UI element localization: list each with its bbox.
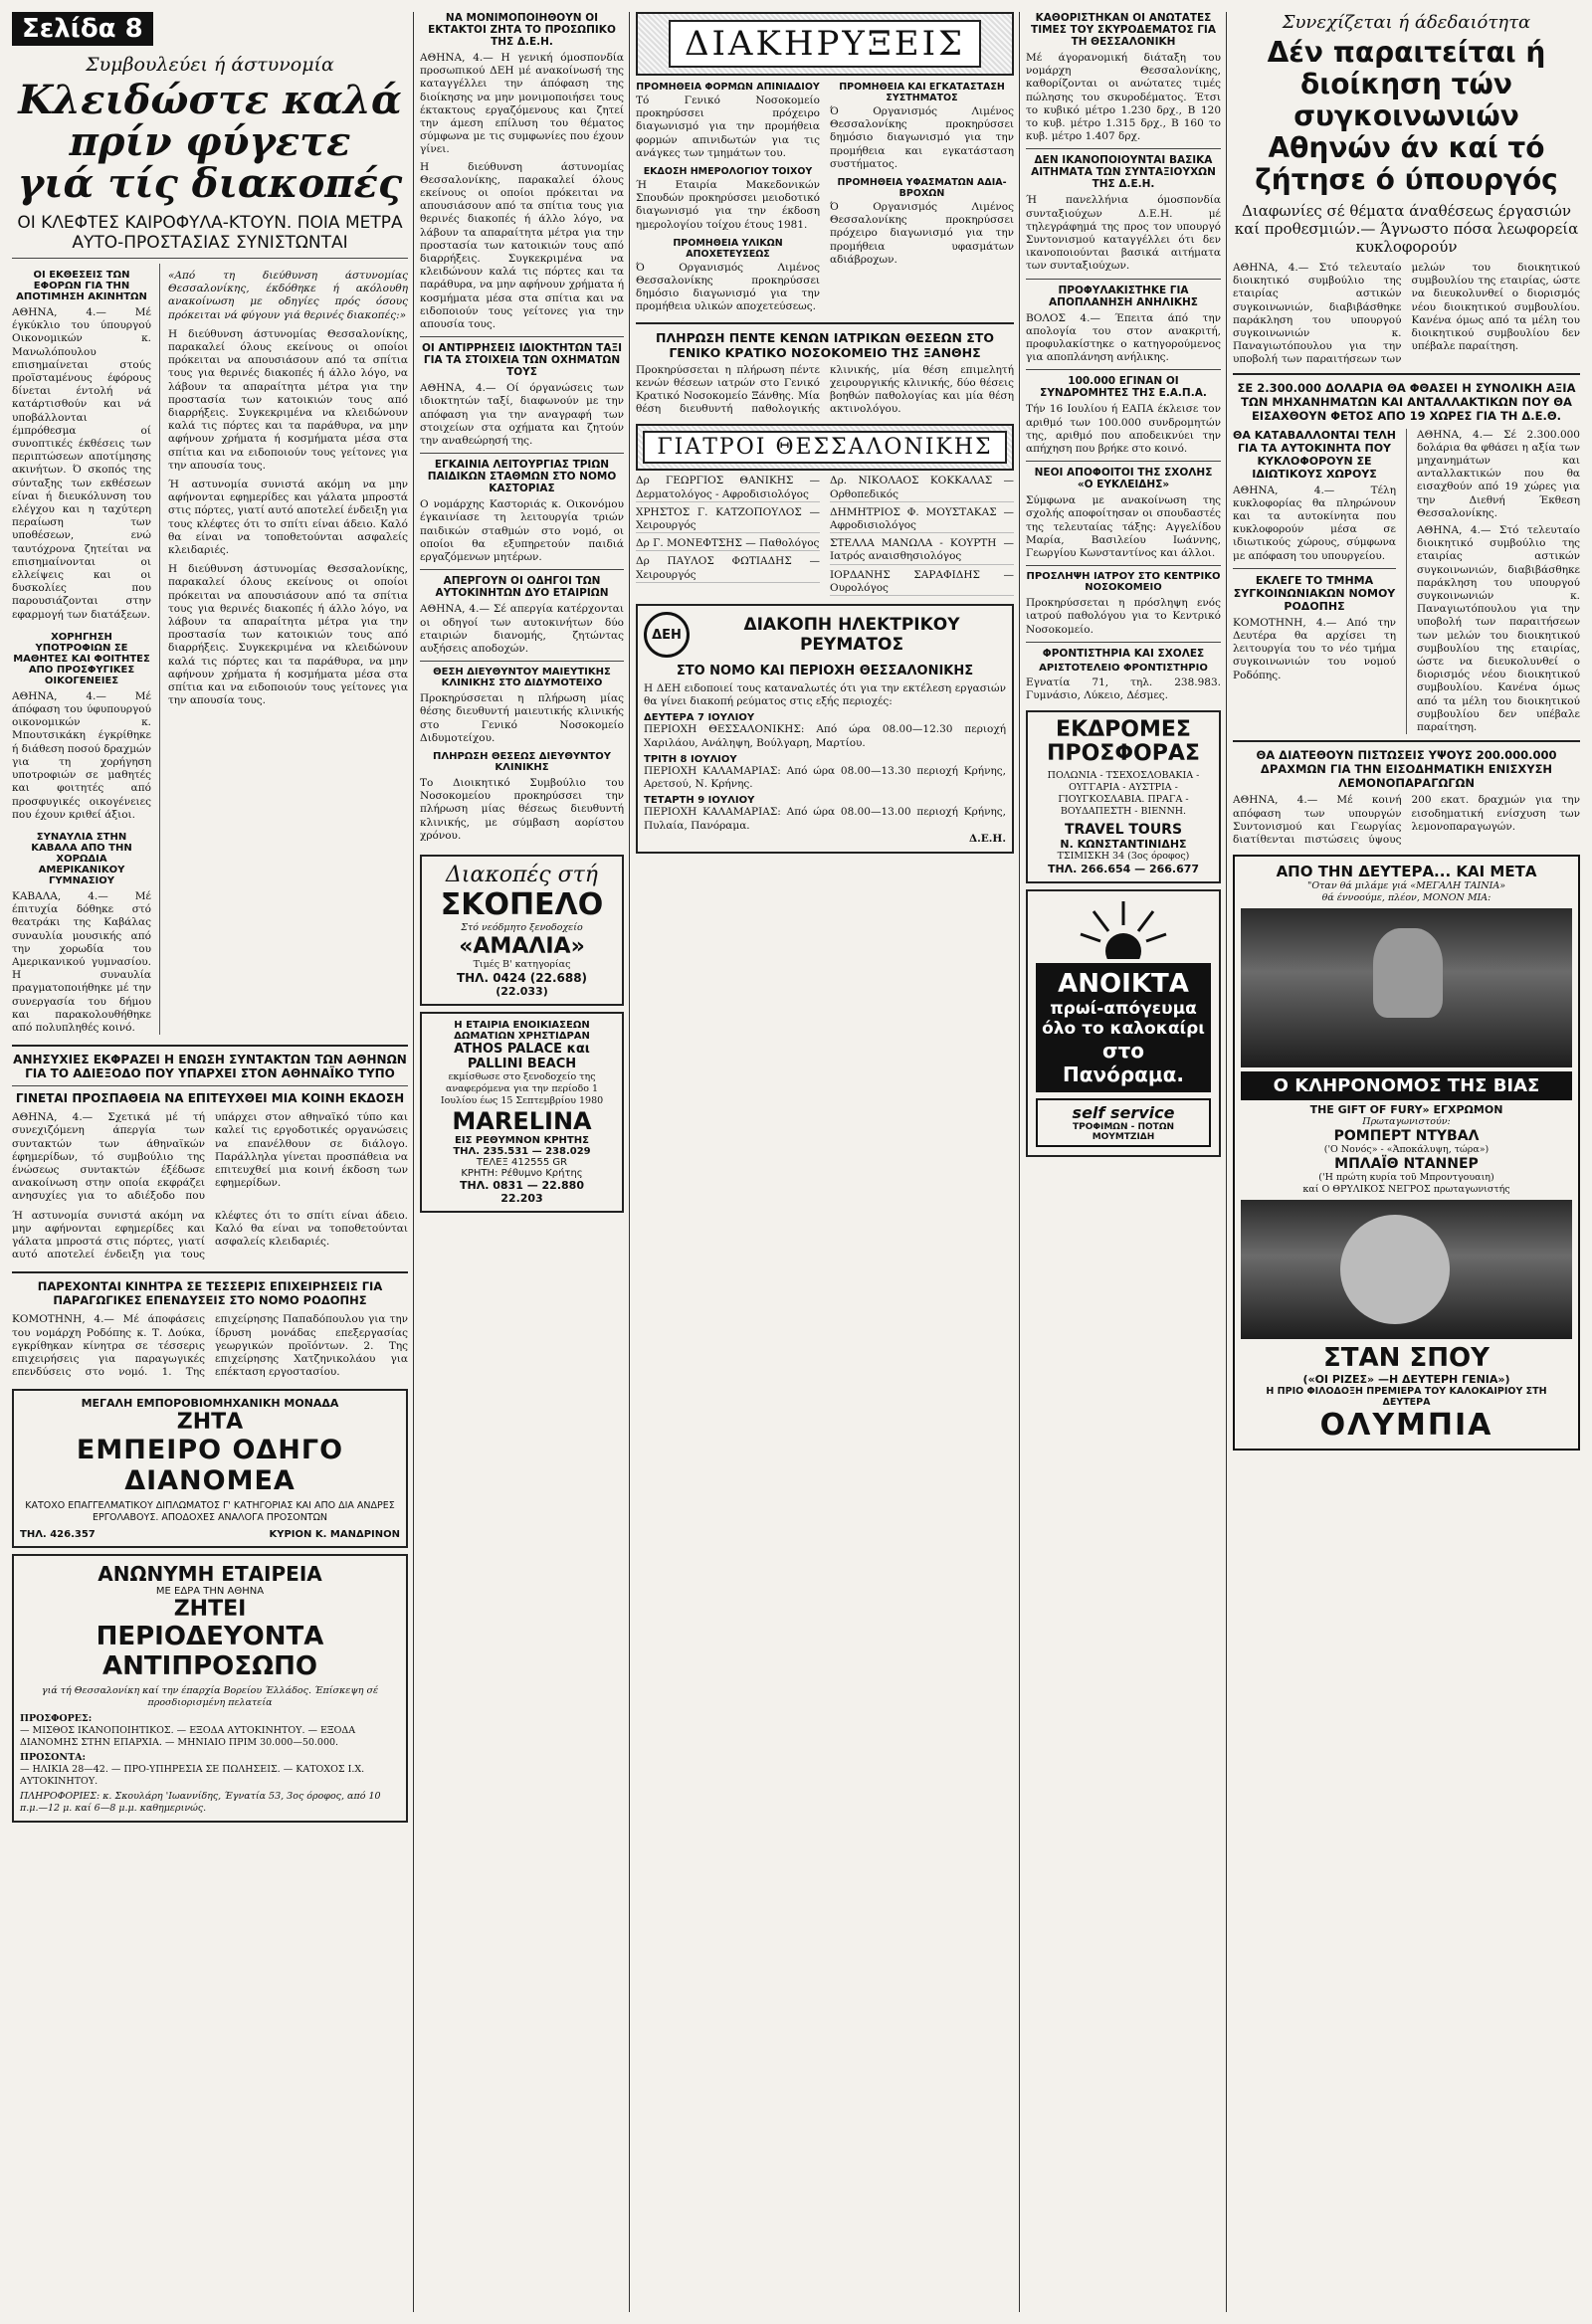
- police-body-c: Η διεύθυνση άστυνομίας Θεσσαλονίκης, παρακαλεί όλους εκείνους οι οποίοι πρόκειται να απουσιάσουν από τα σπίτια τους για θερινές διακοπές ή άλλο λόγο, να λάβουν τα απαραίτητα μέτρα για την προστασία των κατοικιών τους από διαρρήξεις. Συγκεκριμένα να κλειδώνουν καλά τις πόρτες και τα παράθυρα, να μην αφήνουν χρήματα ή κοσμήματα μέσα στα σπίτια και να ειδοποιούν τους γείτονες για την απουσία τους.: [168, 563, 408, 707]
- e-tel: ΤΗΛ. 235.531 — 238.029: [453, 1145, 591, 1157]
- film-en: THE GIFT OF FURY» ΕΓΧΡΩΜΟΝ: [1309, 1103, 1503, 1117]
- e-tel4: 22.203: [500, 1191, 543, 1205]
- d-price: Τιμές Β' κατηγορίας: [473, 958, 571, 970]
- col3-body4: ΑΘΗΝΑ, 4.— Σέ απεργία κατέρχονται οι οδηγοί των αυτοκινήτων δύο εταιριών διανομής, ζητώντας αυξήσεις αποδοχών.: [420, 603, 624, 655]
- announcement-body: Ό Οργανισμός Λιμένος Θεσσαλονίκης προκηρύσσει δημόσιο διαγωνισμό για την προμήθεια υλικών αποχετεύσεως.: [636, 261, 820, 313]
- announcement-item: [636, 238, 820, 314]
- trips-agent: Ν. ΚΩΝΣΤΑΝΤΙΝΙΔΗΣ: [1060, 838, 1187, 852]
- d-tel2: (22.033): [496, 984, 548, 998]
- col6-body5: ΑΘΗΝΑ, 4.— Μέ κοινή απόφαση των υπουργών Συντονισμού και Γεωργίας διατίθενται πιστώσεις ύψους 200 εκατ. δραχμών για την εισοδηματική ενίσχυση των λεμονοπαραγωγών.: [1233, 794, 1580, 846]
- col4-doctor2-body: Το Διοικητικό Συμβούλιο του Νοσοκομείου προκηρύσσει την πλήρωση μίας θέσεως διευθυντή κλινικής, με σύμβαση αορίστου χρόνου.: [420, 776, 624, 842]
- ad1-contact: ΚΥΡΙΟΝ Κ. ΜΑΝΔΡΙΝΟΝ: [269, 1529, 400, 1541]
- dei-day: ΔΕΥΤΕΡΑ 7 ΙΟΥΛΙΟΥ: [644, 712, 755, 724]
- cinema-name: ΣΤΑΝ ΣΠΟΥ: [1323, 1343, 1490, 1374]
- dei-day-text: ΠΕΡΙΟΧΗ ΘΕΣΣΑΛΟΝΙΚΗΣ: Από ώρα 08.00—12.30 περιοχή Χαριλάου, Ανάληψη, Βούλγαρη, Μαρτίου.: [644, 723, 1006, 749]
- e-place: ATHOS PALACE και PALLINI BEACH: [454, 1041, 590, 1071]
- masthead: ΔΙΑΚΗΡΥΞΕΙΣ: [669, 20, 981, 68]
- subhead: ΟΙ ΚΛΕΦΤΕΣ ΚΑΙΡΟΦΥΛΑ-ΚΤΟΥΝ. ΠΟΙΑ ΜΕΤΡΑ ΑΥΤΟ-ΠΡΟΣΤΑΣΙΑΣ ΣΥΝΙΣΤΩΝΤΑΙ: [17, 213, 403, 253]
- col5-body5: Σύμφωνα με ανακοίνωση της σχολής αποφοίτησαν οι σπουδαστές της τελευταίας τάξης: Αγγελίδου Μαρία, Βασιλείου Ιωάννης, Γεωργίου Κωνσταντίνος και άλλοι.: [1026, 494, 1221, 560]
- venue: ΟΛΥΜΠΙΑ: [1319, 1408, 1493, 1444]
- col4-doctor1-head: ΘΕΣΗ ΔΙΕΥΘΥΝΤΟΥ ΜΑΙΕΥΤΙΚΗΣ ΚΛΙΝΙΚΗΣ ΣΤΟ ΔΙΔΥΜΟΤΕΙΧΟ: [433, 667, 611, 689]
- e-name: MARELINA: [452, 1106, 592, 1135]
- selfservice: self service: [1072, 1103, 1175, 1123]
- trips-tel: ΤΗΛ. 266.654 — 266.677: [1047, 863, 1200, 876]
- col3-body3: Ο νομάρχης Καστοριάς κ. Οικονόμου έγκαινίασε τη λειτουργία τριών παιδικών σταθμών στο νομό, οι οποίοι θα εξυπηρετούν παιδιά εργαζόμενων μητέρων.: [420, 498, 624, 564]
- col6-body2: ΑΘΗΝΑ, 4.— Σέ 2.300.000 δολάρια θα φθάσει η αξία των μηχανημάτων και ανταλλακτικών που θα εισαχθούν από 19 χώρες για την Διεθνή Έκθεση Θεσσαλονίκης.: [1417, 428, 1580, 519]
- ad2-offers-head: ΠΡΟΣΦΟΡΕΣ:: [20, 1713, 93, 1725]
- col5-head1: ΚΑΘΟΡΙΣΤΗΚΑΝ ΟΙ ΑΝΩΤΑΤΕΣ ΤΙΜΕΣ ΤΟΥ ΣΚΥΡΟΔΕΜΑΤΟΣ ΓΙΑ ΤΗ ΘΕΣΣΑΛΟΝΙΚΗ: [1031, 12, 1216, 48]
- actor1-note: ('Ο Νονός» - «Άποκάλυψη, τώρα»): [1323, 1144, 1490, 1156]
- incentives-head: ΠΑΡΕΧΟΝΤΑΙ ΚΙΝΗΤΡΑ ΣΕ ΤΕΣΣΕΡΙΣ ΕΠΙΧΕΙΡΗΣΕΙΣ ΓΙΑ ΠΑΡΑΓΩΓΙΚΕΣ ΕΠΕΝΔΥΣΕΙΣ ΣΤΟ ΝΟΜΟ ΡΟΔΟΠΗΣ: [37, 1279, 383, 1308]
- col6-body3: ΑΘΗΝΑ, 4.— Τέλη κυκλοφορίας θα πληρώνουν και τα αυτοκίνητα που κυκλοφορούν μέσα σε ιδιωτικούς χώρους, σύμφωνα με απόφαση του υπουργείου.: [1233, 484, 1396, 562]
- headline-line-1: Κλειδώστε καλά: [18, 77, 402, 123]
- banner-wide-2: ΓΙΝΕΤΑΙ ΠΡΟΣΠΑΘΕΙΑ ΝΑ ΕΠΙΤΕΥΧΘΕΙ ΜΙΑ ΚΟΙΝΗ ΕΚΔΟΣΗ: [15, 1091, 405, 1106]
- premiere: Η ΠΡΙΟ ΦΙΛΟΔΟΞΗ ΠΡΕΜΙΕΡΑ ΤΟΥ ΚΑΛΟΚΑΙΡΙΟΥ ΣΤΗ ΔΕΥΤΕΡΑ: [1266, 1386, 1547, 1409]
- sec1-body: ΑΘΗΝΑ, 4.— Μέ έγκύκλιο του ύπουργού Οικονομικών κ. Μανωλόπουλου επισημαίνεται στούς προϊσταμένους έφόρους δίνεται έντολή νά κατάρτισθούν και νά υποβάλλονται έμπρόθεσμα οί συνοπτικές έκθέσεις των περιπτώσεων αποτίμησης ακινήτων. Ό σκοπός της σύνταξης των εκθέσεων είναι ή διευκόλυνση του ελέγχου και η ταχύτερη περαίωση των υποθέσεων, ενώ ταυτόχρονα ζητείται να επισημαίνονται οι ελλείψεις και οι δυσκολίες που παρουσιάζονται στην εφαρμογή των διατάξεων.: [12, 306, 151, 621]
- sec2-title: ΧΟΡΗΓΗΣΗ ΥΠΟΤΡΟΦΙΩΝ ΣΕ ΜΑΘΗΤΕΣ ΚΑΙ ΦΟΙΤΗΤΕΣ ΑΠΟ ΠΡΟΣΦΥΓΙΚΕΣ ΟΙΚΟΓΕΝΕΙΕΣ: [13, 631, 150, 686]
- dei-title: ΔΙΑΚΟΠΗ ΗΛΕΚΤΡΙΚΟΥ ΡΕΥΜΑΤΟΣ: [743, 615, 960, 656]
- col6-head2: ΣΕ 2.300.000 ΔΟΛΑΡΙΑ ΘΑ ΦΘΑΣΕΙ Η ΣΥΝΟΛΙΚΗ ΑΞΙΑ ΤΩΝ ΜΗΧΑΝΗΜΑΤΩΝ ΚΑΙ ΑΝΤΑΛΛΑΚΤΙΚΩΝ ΠΟΥ ΘΑ ΕΙΣΑΧΘΟΥΝ ΦΕΤΟΣ ΑΠΟ 19 ΧΩΡΕΣ ΓΙΑ ΤΗ Δ.Ε.Θ.: [1237, 380, 1576, 423]
- col6-kicker: Συνεχίζεται ή άδεδαιότητα: [1282, 12, 1531, 33]
- col5-body4: Τήν 16 Ιουλίου ή ΕΑΠΑ έκλεισε τον αριθμό των 100.000 συνδρομητών της, αριθμό που αποδεικνύει την απήχηση που βρήκε στο κοινό.: [1026, 403, 1221, 456]
- clinic-body: Προκηρύσσεται η πρόσληψη ενός ιατρού παθολόγου για το Κεντρικό Νοσοκομείο.: [1026, 597, 1221, 636]
- incentives-body: ΚΟΜΟΤΗΝΗ, 4.— Μέ άποφάσεις του νομάρχη Ροδόπης κ. Τ. Δούκα, εγκρίθηκαν κίνητρα σε τέσσερις επιχειρήσεις για παραγωγικές επενδύσεις στο νομό. 1. Της επιχείρησης Παπαδόπουλου για την ίδρυση μονάδας επεξεργασίας γεωργικών προϊόντων. 2. Της επιχείρησης Χατζηνικολάου για επέκταση εργοστασίου.: [12, 1313, 408, 1379]
- col3-head4: ΑΠΕΡΓΟΥΝ ΟΙ ΟΔΗΓΟΙ ΤΩΝ ΑΥΤΟΚΙΝΗΤΩΝ ΔΥΟ ΕΤΑΙΡΙΩΝ: [435, 575, 609, 600]
- page-label: Σελίδα 8: [12, 12, 408, 46]
- e-sub: ΕΙΣ ΡΕΘΥΜΝΟΝ ΚΡΗΤΗΣ: [455, 1134, 589, 1146]
- ad-marelina: [420, 1012, 624, 1213]
- d-title-1: Διακοπές στή: [446, 862, 598, 887]
- dei-day-text: ΠΕΡΙΟΧΗ ΚΑΛΑΜΑΡΙΑΣ: Από ώρα 08.00—13.00 περιοχή Κρήνης, Πυλαία, Πανόραμα.: [644, 806, 1006, 832]
- left-column: [12, 12, 408, 2312]
- announcement-title: ΠΡΟΜΗΘΕΙΑ ΥΦΑΣΜΑΤΩΝ ΑΔΙΑ-ΒΡΟΧΩΝ: [837, 177, 1007, 200]
- ad1-sub: ΚΑΤΟΧΟ ΕΠΑΓΓΕΛΜΑΤΙΚΟΥ ΔΙΠΛΩΜΑΤΟΣ Γ' ΚΑΤΗΓΟΡΙΑΣ ΚΑΙ ΑΠΟ ΔΙΑ ΑΝΔΡΕΣ ΕΡΓΟΛΑΒΟΥΣ. ΑΠΟΔΟΧΕΣ ΑΝΑΛΟΓΑ ΠΡΟΣΟΝΤΩΝ: [25, 1500, 395, 1524]
- e-tel2: ΤΕΛΕΞ 412555 GR: [476, 1156, 568, 1168]
- d-title-2: ΣΚΟΠΕΛΟ: [440, 886, 604, 922]
- announcement-title: ΠΡΟΜΗΘΕΙΑ ΥΛΙΚΩΝ ΑΠΟΧΕΤΕΥΣΕΩΣ: [673, 237, 783, 260]
- dei-body: Η ΔΕΗ ειδοποιεί τους καταναλωτές ότι για την εκτέλεση εργασιών θα γίνει διακοπή ρεύματος στις εξής περιοχές:: [644, 682, 1006, 708]
- col6-body2b: ΑΘΗΝΑ, 4.— Στό τελευταίο διοικητικό συμβούλιο της εταιρίας αστικών συγκοινωνιών, διαβιβάσθηκε παράκληση του υπουργού συγκοινωνιών κ. Παναγιωτόπουλου για την υποβολή των παραιτήσεων των μελών του διοικητικού συμβουλίου της εταιρίας, ώστε να διευκολυνθεί ο διορισμός νέου διοικητικού συμβουλίου. Κανένα όμως από τα μέλη του διοικητικού συμβουλίου δεν υπέβαλε παραίτηση.: [1417, 524, 1580, 734]
- dei-notice: [636, 604, 1014, 854]
- col6-head3: ΘΑ ΚΑΤΑΒΑΛΛΟΝΤΑΙ ΤΕΛΗ ΓΙΑ ΤΑ ΑΥΤΟΚΙΝΗΤΑ ΠΟΥ ΚΥΚΛΟΦΟΡΟΥΝ ΣΕ ΙΔΙΩΤΙΚΟΥΣ ΧΩΡΟΥΣ: [1233, 428, 1396, 481]
- ad1-zita: ΖΗΤΑ: [176, 1410, 244, 1436]
- actor2: ΜΠΛΑΪΘ ΝΤΑΝΝΕΡ: [1334, 1156, 1479, 1173]
- tutor-body: Εγνατία 71, τηλ. 238.983. Γυμνάσιο, Λύκειο, Δέσμες.: [1026, 676, 1221, 702]
- announcement-title: ΠΡΟΜΗΘΕΙΑ ΦΟΡΜΩΝ ΑΠΙΝΙΑΔΙΟΥ: [636, 82, 820, 93]
- col5-body3: ΒΟΛΟΣ 4.— Έπειτα άπό την απολογία του στον ανακριτή, προφυλακίστηκε ο κατηγορούμενος για αποπλάνηση ανήλικης.: [1026, 311, 1221, 364]
- col5-head2: ΔΕΝ ΙΚΑΝΟΠΟΙΟΥΝΤΑΙ ΒΑΣΙΚΑ ΑΙΤΗΜΑΤΑ ΤΩΝ ΣΥΝΤΑΞΙΟΥΧΩΝ ΤΗΣ Δ.Ε.Η.: [1031, 154, 1216, 191]
- banner-wide-body: ΑΘΗΝΑ, 4.— Σχετικά μέ τή συνεχιζόμενη άπεργία των συντακτών των άθηναϊκών έφημερίδων, τό συμβούλιο της ένώσεως συντακτών έξέδωσε ανακοίνωση στην οποία εκφράζει ανησυχίες για το αδιέξοδο που υπάρχει στον αθηναϊκό τύπο και καλεί τις εργοδοτικές οργανώσεις να επανέλθουν σε διάλογο. Παράλληλα γίνεται προσπάθεια να επιτευχθεί μια κοινή έκδοση των εφημερίδων.: [12, 1111, 408, 1203]
- ad1-tel: ΤΗΛ. 426.357: [20, 1529, 96, 1541]
- dei-day-text: ΠΕΡΙΟΧΗ ΚΑΛΑΜΑΡΙΑΣ: Από ώρα 08.00—13.30 περιοχή Κρήνης, Αρετσού, Ν. Κρήνης.: [644, 764, 1006, 791]
- col5-head3: ΠΡΟΦΥΛΑΚΙΣΤΗΚΕ ΓΙΑ ΑΠΟΠΛΑΝΗΣΗ ΑΝΗΛΙΚΗΣ: [1049, 284, 1198, 308]
- doctor-entry: Δρ ΓΕΩΡΓΙΟΣ ΘΑΝΙΚΗΣ — Δερματολόγος - Αφροδισιολόγος: [636, 475, 820, 501]
- col5-body1: Μέ άγορανομική διάταξη του νομάρχη Θεσσαλονίκης, καθορίζονται οι ανώτατες τιμές πώλησης του σκυροδέματος. Έτσι το κυβικό μέτρο 1.230 δρχ., Β 120 το κυβ. μέτρο 1.315 δρχ., Β 160 το κυβ. μέτρο 1.407 δρχ.: [1026, 52, 1221, 143]
- masthead-box: [636, 12, 1014, 76]
- headline-line-2: πρίν φύγετε: [69, 118, 351, 165]
- col3-body1b: Η διεύθυνση άστυνομίας Θεσσαλονίκης, παρακαλεί όλους εκείνους οι οποίοι πρόκειται να απουσιάσουν από τα σπίτια τους για θερινές διακοπές ή άλλο λόγο, να λάβουν τα απαραίτητα μέτρα για την προστασία των κατοικιών τους από διαρρήξεις. Συγκεκριμένα να κλειδώνουν καλά τις πόρτες και τα παράθυρα, να μην αφήνουν χρήματα ή κοσμήματα μέσα στα σπίτια και να ειδοποιούν τους γείτονες για την απουσία τους.: [420, 160, 624, 331]
- col5-head5: ΝΕΟΙ ΑΠΟΦΟΙΤΟΙ ΤΗΣ ΣΧΟΛΗΣ «Ο ΕΥΚΛΕΙΔΗΣ»: [1034, 467, 1213, 491]
- kicker: Συμβουλεύει ή άστυνομία: [86, 54, 334, 76]
- selfservice-sub: ΤΡΟΦΙΜΩΝ - ΠΟΤΩΝ ΜΟΥΜΤΖΙΔΗ: [1072, 1122, 1175, 1143]
- banner-wide: ΑΝΗΣΥΧΙΕΣ ΕΚΦΡΑΖΕΙ Η ΕΝΩΣΗ ΣΥΝΤΑΚΤΩΝ ΤΩΝ ΑΘΗΝΩΝ ΓΙΑ ΤΟ ΑΔΙΕΞΟΔΟ ΠΟΥ ΥΠΑΡΧΕΙ ΣΤΟΝ ΑΘΗΝΑΪΚΟ ΤΥΠΟ: [13, 1053, 407, 1081]
- trips-agency: TRAVEL TOURS: [1064, 822, 1183, 839]
- actor1: ΡΟΜΠΕΡΤ ΝΤΥΒΑΛ: [1333, 1128, 1480, 1145]
- doctors-title-box: [636, 424, 1014, 471]
- cinema-top3: θά έννοούμε, πλέον, ΜΟΝΟΝ ΜΙΑ:: [1321, 892, 1492, 904]
- ad1-title: ΕΜΠΕΙΡΟ ΟΔΗΓΟ ΔΙΑΝΟΜΕΑ: [76, 1435, 344, 1497]
- col4-doctor2-head: ΠΛΗΡΩΣΗ ΘΕΣΕΩΣ ΔΙΕΥΘΥΝΤΟΥ ΚΛΙΝΙΚΗΣ: [432, 750, 611, 773]
- ad-cinema: [1233, 855, 1580, 1451]
- doctor-entry: ΣΤΕΛΛΑ ΜΑΝΩΛΑ - ΚΟΥΡΤΗ — Ιατρός αναισθησιολόγος: [830, 537, 1014, 564]
- col3-head1: ΝΑ ΜΟΝΙΜΟΠΟΙΗΘΟΥΝ ΟΙ ΕΚΤΑΚΤΟΙ ΖΗΤΑ ΤΟ ΠΡΟΣΩΠΙΚΟ ΤΗΣ Δ.Ε.Η.: [428, 12, 616, 48]
- tutor-name: ΑΡΙΣΤΟΤΕΛΕΙΟ ΦΡΟΝΤΙΣΤΗΡΙΟ: [1039, 662, 1208, 674]
- doctors-list: [636, 475, 1014, 596]
- col5-head4: 100.000 ΕΓΙΝΑΝ ΟΙ ΣΥΝΔΡΟΜΗΤΕΣ ΤΗΣ Ε.Α.Π.Α.: [1040, 375, 1207, 400]
- d-tel: ΤΗΛ. 0424 (22.688): [456, 970, 588, 985]
- col6-subhead: Διαφωνίες σέ θέματα άναθέσεως έργασιών καί προθεσμιών.— Άγνωστο πόσα λεωφορεία κυκλοφορούν: [1234, 202, 1579, 256]
- police-quote: «Από τη διεύθυνση άστυνομίας Θεσσαλονίκης, έκδόθηκε ή ακόλουθη ανακοίνωση με οδηγίες πρός όσους πρόκειται νά φύγουν γιά θερινές διακοπές:»: [168, 270, 408, 321]
- dei-logo: ΔΕΗ: [644, 612, 690, 658]
- e-desc: εκμίσθωσε στο ξενοδοχείο της αναφερόμενα για την περίοδο 1 Ιουλίου έως 15 Σεπτεμβρίου 1980: [440, 1070, 604, 1106]
- announcement-item: [636, 166, 820, 232]
- trips-addr: ΤΣΙΜΙΣΚΗ 34 (3ος όροφος): [1057, 851, 1190, 863]
- film-photo-2: [1241, 1200, 1572, 1339]
- cinema-top: ΑΠΟ ΤΗΝ ΔΕΥΤΕΡΑ... ΚΑΙ ΜΕΤΑ: [1276, 863, 1537, 881]
- col6-head4: ΕΚΛΕΓΕ ΤΟ ΤΜΗΜΑ ΣΥΓΚΟΙΝΩΝΙΑΚΩΝ ΝΟΜΟΥ ΡΟΔΟΠΗΣ: [1233, 573, 1396, 613]
- doctor-entry: ΔΗΜΗΤΡΙΟΣ Φ. ΜΟΥΣΤΑΚΑΣ — Αφροδισιολόγος: [830, 506, 1014, 533]
- police-body-b: Ή αστυνομία συνιστά ακόμη να μην αφήνονται εφημερίδες και γάλατα μπροστά στις πόρτες, γιατί αυτό αποτελεί ένδειξη για τους κλέφτες ότι το σπίτι είναι άδειο. Καλό θα είναι να τοποθετούνται ασφαλείς κλειδαριές.: [168, 479, 408, 557]
- ad2-top: ΑΝΩΝΥΜΗ ΕΤΑΙΡΕΙΑ: [98, 1562, 322, 1587]
- film-photo: [1241, 908, 1572, 1067]
- headline-line-3: γιά τίς διακοπές: [17, 160, 403, 207]
- clinic-head: ΠΡΟΣΛΗΨΗ ΙΑΤΡΟΥ ΣΤΟ ΚΕΝΤΡΙΚΟ ΝΟΣΟΚΟΜΕΙΟ: [1026, 571, 1221, 594]
- sec3-body: ΚΑΒΑΛΑ, 4.— Μέ έπιτυχία δόθηκε στό θεατράκι της Καβάλας συναυλία μουσικής από την χορωδία του Αμερικανικού γυμνασίου. Η συναυλία πραγματοποιήθηκε μέ την συνεργασία του δήμου και παρακολουθήθηκε από πολυπληθές κοινό.: [12, 889, 151, 1034]
- ad2-title: ΠΕΡΙΟΔΕΥΟΝΤΑ ΑΝΤΙΠΡΟΣΩΠΟ: [96, 1622, 324, 1682]
- col6-body4: ΚΟΜΟΤΗΝΗ, 4.— Από την Δευτέρα θα αρχίσει τη λειτουργία του το νέο τμήμα συγκοινωνιών του νομού Ροδόπης.: [1233, 616, 1396, 681]
- col6-head5: ΘΑ ΔΙΑΤΕΘΟΥΝ ΠΙΣΤΩΣΕΙΣ ΥΨΟΥΣ 200.000.000 ΔΡΑΧΜΩΝ ΓΙΑ ΤΗΝ ΕΙΣΟΔΗΜΑΤΙΚΗ ΕΝΙΣΧΥΣΗ ΛΕΜΟΝΟΠΑΡΑΓΩΓΩΝ: [1256, 748, 1557, 791]
- e-company: Η ΕΤΑΙΡΙΑ ΕΝΟΙΚΙΑΣΕΩΝ ΔΩΜΑΤΙΩΝ ΧΡΗΣΤΙΔΡΑΝ: [454, 1019, 590, 1042]
- ad-skopelos: [420, 855, 624, 1006]
- ad-driver-wanted: [12, 1389, 408, 1548]
- announcement-item: [830, 177, 1014, 267]
- sec1-title: ΟΙ ΕΚΘΕΣΕΙΣ ΤΩΝ ΕΦΟΡΩΝ ΓΙΑ ΤΗΝ ΑΠΟΤΙΜΗΣΗ ΑΚΙΝΗΤΩΝ: [16, 270, 147, 302]
- col5-body2: Ή πανελλήνια όμοσπονδία συνταξιούχων Δ.Ε.Η. μέ τηλεγράφημά της προς τον υπουργό Συντονισμού καταγγέλλει ότι δεν ικανοποιούνται βασικά αιτήματα των συνταξιούχων.: [1026, 194, 1221, 273]
- ad-trips: [1026, 710, 1221, 883]
- sec3-title: ΣΥΝΑΥΛΙΑ ΣΤΗΝ ΚΑΒΑΛΑ ΑΠΟ ΤΗΝ ΧΟΡΩΔΙΑ ΑΜΕΡΙΚΑΝΙΚΟΥ ΓΥΜΝΑΣΙΟΥ: [31, 831, 132, 886]
- tutor-head: ΦΡΟΝΤΙΣΤΗΡΙΑ ΚΑΙ ΣΧΟΛΕΣ: [1042, 647, 1205, 660]
- ad2-req-head: ΠΡΟΣΟΝΤΑ:: [20, 1752, 87, 1764]
- panorama-2: πρωί-απόγευμα: [1050, 999, 1197, 1020]
- e-crete: ΚΡΗΤΗ: Ρέθυμνο Κρήτης: [461, 1167, 583, 1179]
- actor2-note: ('Η πρώτη κυρία τοῦ Μπροντγουαιη): [1318, 1172, 1494, 1184]
- protag: Πρωταγωνιστούν:: [1362, 1116, 1451, 1128]
- panorama-4: στο Πανόραμα.: [1063, 1039, 1184, 1087]
- right-column: [1233, 12, 1580, 2312]
- film-title: Ο ΚΛΗΡΟΝΟΜΟΣ ΤΗΣ ΒΙΑΣ: [1273, 1075, 1540, 1097]
- ad-sales-rep: [12, 1554, 408, 1823]
- col3-body2: ΑΘΗΝΑ, 4.— Οί όργανώσεις των ιδιοκτητών ταξί, διαφωνούν με την απόφαση για την αναγραφή των στοιχείων στα οχήματα και ζητούν την αναθεώρησή της.: [420, 382, 624, 448]
- cinema-top2: "Οταν θά μιλάμε γιά «ΜΕΓΑΛΗ ΤΑΙΝΙΑ»: [1306, 880, 1506, 892]
- column-announcements: [636, 12, 1014, 2312]
- dei-sub: ΣΤΟ ΝΟΜΟ ΚΑΙ ΠΕΡΙΟΧΗ ΘΕΣΣΑΛΟΝΙΚΗΣ: [676, 664, 974, 679]
- notice-head: ΠΛΗΡΩΣΗ ΠΕΝΤΕ ΚΕΝΩΝ ΙΑΤΡΙΚΩΝ ΘΕΣΕΩΝ ΣΤΟ ΓΕΝΙΚΟ ΚΡΑΤΙΚΟ ΝΟΣΟΚΟΜΕΙΟ ΤΗΣ ΞΑΝΘΗΣ: [656, 329, 994, 360]
- column-2: [420, 12, 624, 2312]
- notice-body: Προκηρύσσεται η πλήρωση πέντε κενών θέσεων ιατρών στο Γενικό Κρατικό Νοσοκομείο Ξάνθης. Μία θέση διευθυντή παθολογικής κλινικής, μία θέση επιμελητή χειρουργικής κλινικής, δύο θέσεις βοηθών παθολογίας και μία θέση ακτινολόγου.: [636, 363, 1014, 416]
- col6-head: Δέν παραιτείται ή διοίκηση τών συγκοινωνιών Αθηνών άν καί τό ζήτησε ό ύπουργός: [1255, 36, 1558, 196]
- dei-sign: Δ.Ε.Η.: [968, 832, 1006, 845]
- announcement-title: ΠΡΟΜΗΘΕΙΑ ΚΑΙ ΕΓΚΑΤΑΣΤΑΣΗ ΣΥΣΤΗΜΑΤΟΣ: [839, 82, 1005, 103]
- announcement-body: Ή Εταιρία Μακεδονικών Σπουδών προκηρύσσει μειοδοτικό διαγωνισμό για την έκδοση ημερολογίου τοίχου έτους 1981.: [636, 179, 820, 231]
- police-body-a: Η διεύθυνση άστυνομίας Θεσσαλονίκης, παρακαλεί όλους εκείνους οι οποίοι πρόκειται να απουσιάσουν από τα σπίτια τους για θερινές διακοπές ή άλλο λόγο, να λάβουν τα απαραίτητα μέτρα για την προστασία των κατοικιών τους από διαρρήξεις. Συγκεκριμένα να κλειδώνουν καλά τις πόρτες και τα παράθυρα, να μην αφήνουν χρήματα ή κοσμήματα μέσα στα σπίτια και να ειδοποιούν τους γείτονες για την απουσία τους.: [168, 327, 408, 472]
- ad1-top: ΜΕΓΑΛΗ ΕΜΠΟΡΟΒΙΟΜΗΧΑΝΙΚΗ ΜΟΝΑΔΑ: [81, 1397, 339, 1411]
- announcement-list: [636, 82, 1014, 314]
- dei-day: ΤΡΙΤΗ 8 ΙΟΥΛΙΟΥ: [644, 753, 737, 765]
- doctor-entry: Δρ ΠΑΥΛΟΣ ΦΩΤΙΑΔΗΣ — Χειρουργός: [636, 555, 820, 582]
- announcement-title: ΕΚΔΟΣΗ ΗΜΕΡΟΛΟΓΙΟΥ ΤΟΙΧΟΥ: [643, 166, 813, 178]
- col3-body1: ΑΘΗΝΑ, 4.— Η γενική όμοσπονδία προσωπικού ΔΕΗ μέ ανακοίνωσή της καταγγέλλει την άπόφαση της διοίκησης να μην μονιμοποιήσει τους έκτακτους εργαζόμενους και ζητεί την άμεση επίλυση του θέματος σύμφωνα με τις συμφωνίες που έχουν γίνει.: [420, 52, 624, 156]
- trips-body: ΠΟΛΩΝΙΑ - ΤΣΕΧΟΣΛΟΒΑΚΙΑ - ΟΥΓΓΑΡΙΑ - ΑΥΣΤΡΙΑ - ΓΙΟΥΓΚΟΣΛΑΒΙΑ. ΠΡΑΓΑ - ΒΟΥΔΑΠΕΣΤΗ - ΒΙΕΝΝΗ.: [1047, 770, 1200, 818]
- film2: («ΟΙ ΡΙΖΕΣ» —Η ΔΕΥΤΕΡΗ ΓΕΝΙΑ»): [1302, 1373, 1510, 1387]
- dei-days: [644, 712, 1006, 832]
- col6-body: ΑΘΗΝΑ, 4.— Στό τελευταίο διοικητικό συμβούλιο της εταιρίας αστικών συγκοινωνιών, διαβιβάσθηκε παράκληση του υπουργού συγκοινωνιών κ. Παναγιωτόπουλου για την υποβολή των παραιτήσεων των μελών του διοικητικού συμβουλίου της εταιρίας, ώστε να διευκολυνθεί ο διορισμός νέου διοικητικού συμβουλίου. Κανένα όμως από τα μέλη του διοικητικού συμβουλίου δεν υπέβαλε παραίτηση.: [1233, 262, 1580, 366]
- trips-title: ΕΚΔΡΟΜΕΣ ΠΡΟΣΦΟΡΑΣ: [1047, 717, 1200, 767]
- col4-doctor1-body: Προκηρύσσεται η πλήρωση μίας θέσης διευθυντή μαιευτικής κλινικής στο Γενικό Νοσοκομείο Διδυμοτείχου.: [420, 692, 624, 744]
- announcement-item: [636, 82, 820, 160]
- doctor-entry: Δρ Γ. ΜΟΝΕΦΤΣΗΣ — Παθολόγος: [636, 537, 820, 551]
- newspaper-page: [12, 12, 1580, 2312]
- doctor-entry: ΙΟΡΔΑΝΗΣ ΣΑΡΑΦΙΔΗΣ — Ουρολόγος: [830, 569, 1014, 596]
- panorama-1: ΑΝΟΙΚΤΑ: [1058, 969, 1189, 1000]
- ad2-sub: ΜΕ ΕΔΡΑ ΤΗΝ ΑΘΗΝΑ: [155, 1586, 265, 1598]
- ad2-zita: ΖΗΤΕΙ: [173, 1597, 247, 1623]
- sec2-body: ΑΘΗΝΑ, 4.— Μέ άπόφαση του ύφυπουργού οικονομικών κ. Μπουτσικάκη έγκρίθηκε ή διάθεση ποσού δραχμών για τη χορήγηση υποτροφιών σε μαθητές και φοιτητές από προσφυγικές οικογένειες που έχουν κριθεί άξιοι.: [12, 689, 151, 821]
- ad2-offers: — ΜΙΣΘΟΣ ΙΚΑΝΟΠΟΙΗΤΙΚΟΣ. — ΕΞΟΔΑ ΑΥΤΟΚΙΝΗΤΟΥ. — ΕΞΟΔΑ ΔΙΑΝΟΜΗΣ ΣΤΗΝ ΕΠΑΡΧΙΑ. — ΜΗΝΙΑΙΟ ΠΡΙΜ 30.000—50.000.: [20, 1725, 356, 1749]
- d-sub: Στό νεόδμητο ξενοδοχείο: [461, 921, 583, 933]
- ad2-info: ΠΛΗΡΟΦΟΡΙΕΣ: κ. Σκουλάρη 'Ιωαννίδης, Έγνατία 53, 3ος όροφος, από 10 π.μ.—12 μ. καί 6—8 μ.μ. καθημερινώς.: [20, 1791, 381, 1815]
- d-hotel: «ΑΜΑΛΙΑ»: [459, 933, 585, 959]
- doctor-entry: ΧΡΗΣΤΟΣ Γ. ΚΑΤΖΟΠΟΥΛΟΣ — Χειρουργός: [636, 506, 820, 533]
- panorama-3: όλο το καλοκαίρι: [1042, 1019, 1205, 1040]
- ad-panorama: [1026, 889, 1221, 1157]
- column-4: [1026, 12, 1221, 2312]
- e-tel3: ΤΗΛ. 0831 — 22.880: [460, 1178, 584, 1192]
- dei-day: ΤΕΤΑΡΤΗ 9 ΙΟΥΛΙΟΥ: [644, 795, 755, 807]
- banner-wide-body-2: Ή αστυνομία συνιστά ακόμη να μην αφήνονται εφημερίδες και γάλατα μπροστά στις πόρτες, γιατί αυτό αποτελεί ένδειξη για τους κλέφτες ότι το σπίτι είναι άδειο. Καλό θα είναι να τοποθετούνται ασφαλείς κλειδαριές.: [12, 1209, 408, 1261]
- doctors-title: ΓΙΑΤΡΟΙ ΘΕΣΣΑΛΟΝΙΚΗΣ: [643, 431, 1006, 464]
- announcement-item: [830, 82, 1014, 171]
- sun-icon: [1079, 899, 1168, 959]
- announcement-body: Τό Γενικό Νοσοκομείο προκηρύσσει πρόχειρο διαγωνισμό για την προμήθεια φορμών απινιδωτών για τις ανάγκες των τμημάτων του.: [636, 95, 820, 159]
- col3-head2: ΟΙ ΑΝΤΙΡΡΗΣΕΙΣ ΙΔΙΟΚΤΗΤΩΝ ΤΑΞΙ ΓΙΑ ΤΑ ΣΤΟΙΧΕΙΑ ΤΩΝ ΟΧΗΜΑΤΩΝ ΤΟΥΣ: [421, 342, 623, 379]
- announcement-body: Ό Οργανισμός Λιμένος Θεσσαλονίκης προκηρύσσει πρόχειρο διαγωνισμό για την προμήθεια υφασμάτων αδιάβροχων.: [830, 201, 1014, 266]
- actor3-note: καί Ο ΘΡΥΛΙΚΟΣ ΝΕΓΡΟΣ πρωταγωνιστής: [1302, 1184, 1510, 1196]
- doctor-entry: Δρ. ΝΙΚΟΛΑΟΣ ΚΟΚΚΑΛΑΣ — Ορθοπεδικός: [830, 475, 1014, 501]
- ad2-req: — ΗΛΙΚΙΑ 28—42. — ΠΡΟ-ΥΠΗΡΕΣΙΑ ΣΕ ΠΩΛΗΣΕΙΣ. — ΚΑΤΟΧΟΣ Ι.Χ. ΑΥΤΟΚΙΝΗΤΟΥ.: [20, 1764, 365, 1788]
- announcement-body: Ό Οργανισμός Λιμένος Θεσσαλονίκης προκηρύσσει δημόσιο διαγωνισμό για την προμήθεια και εγκατάσταση συστήματος.: [830, 105, 1014, 170]
- col3-head3: ΕΓΚΑΙΝΙΑ ΛΕΙΤΟΥΡΓΙΑΣ ΤΡΙΩΝ ΠΑΙΔΙΚΩΝ ΣΤΑΘΜΩΝ ΣΤΟ ΝΟΜΟ ΚΑΣΤΟΡΙΑΣ: [427, 459, 617, 495]
- ad2-desc: γιά τή Θεσσαλονίκη καί την έπαρχία Βορείου Έλλάδος. Έπίσκεψη σέ προσδιορισμένη πελατεία: [41, 1685, 379, 1709]
